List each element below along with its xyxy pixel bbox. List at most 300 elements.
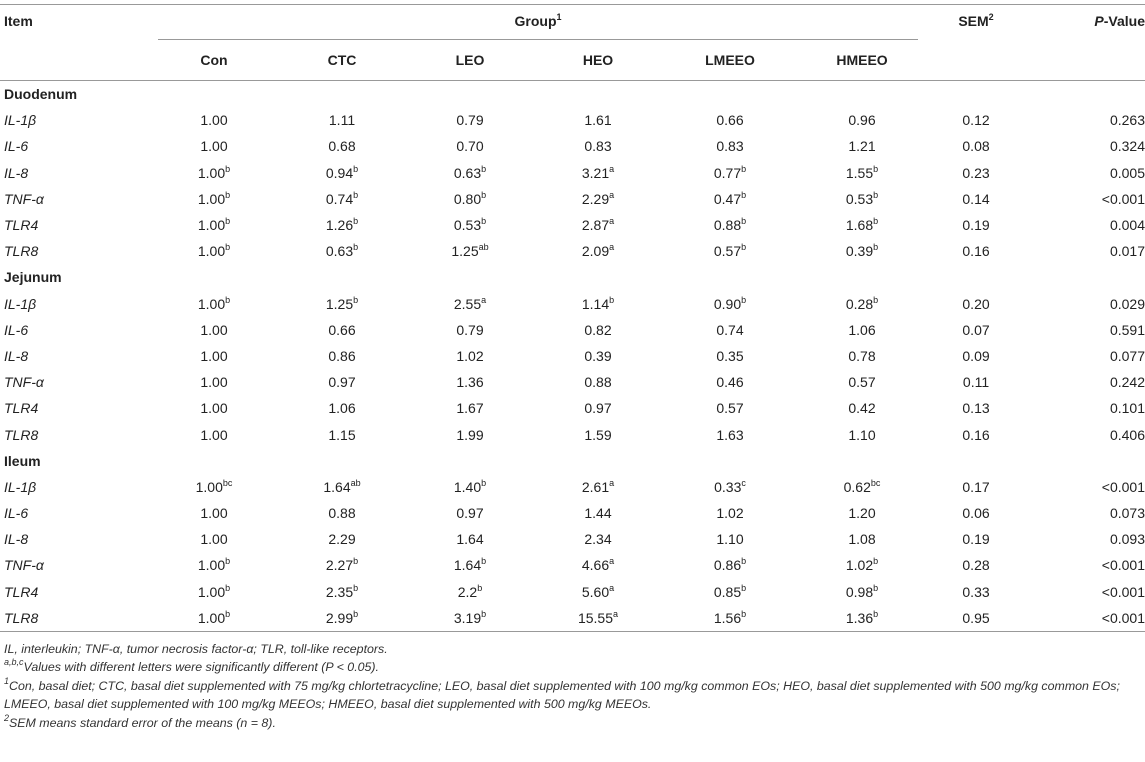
cell-sem: 0.20 [962, 295, 990, 312]
cell-ctc [278, 133, 406, 159]
cell-heo [534, 186, 662, 212]
cell-sem: 0.12 [962, 112, 990, 129]
cell-value: 0.70 [456, 138, 484, 155]
sem-column-header [926, 5, 1026, 81]
significance-letter: b [225, 294, 231, 305]
cell-hmeeo [798, 238, 926, 264]
cell-value: 0.83 [584, 138, 612, 155]
significance-letter: b [873, 556, 879, 567]
significance-letter: b [741, 216, 747, 227]
cell-heo [534, 369, 662, 395]
significance-letter: bc [222, 477, 233, 488]
table-row [0, 133, 1145, 159]
cell-heo [534, 133, 662, 159]
cell-leo [406, 133, 534, 159]
significance-letter: b [741, 163, 747, 174]
cell-value: 1.99 [456, 426, 484, 443]
cell-hmeeo [798, 526, 926, 552]
cell-lmeeo [662, 160, 798, 186]
cell-con [150, 186, 278, 212]
cell-lmeeo [662, 605, 798, 632]
cell-leo [406, 395, 534, 421]
cell-value: 0.68 [328, 138, 356, 155]
cell-con [150, 605, 278, 632]
cell-heo [534, 605, 662, 632]
group-column-hmeeo: HMEEO [836, 52, 888, 68]
p-header-italic: P [1094, 13, 1104, 29]
significance-letter: b [873, 189, 879, 200]
row-label: TLR4 [4, 400, 39, 417]
cell-leo [406, 369, 534, 395]
significance-letter: b [741, 294, 747, 305]
cell-lmeeo [662, 395, 798, 421]
cell-hmeeo [798, 343, 926, 369]
cell-value: 0.53 [845, 190, 874, 207]
sem-header-footnote: 2 [988, 12, 994, 22]
cell-p-value: 0.263 [1109, 112, 1145, 129]
cell-con [150, 133, 278, 159]
cell-lmeeo [662, 107, 798, 133]
cell-value: 0.80 [453, 190, 482, 207]
section-row-jejunum [0, 264, 1145, 290]
cell-value: 0.39 [845, 243, 874, 260]
cell-lmeeo [662, 500, 798, 526]
cell-value: 0.28 [845, 295, 874, 312]
cell-value: 0.88 [328, 505, 356, 522]
table-row [0, 500, 1145, 526]
footnote-sem-text: SEM means standard error of the means (n = 8). [9, 715, 276, 730]
cell-p-value: 0.101 [1109, 400, 1145, 417]
cell-value: 0.97 [584, 400, 612, 417]
footnote-groups-marker: 1 [4, 675, 10, 686]
cell-value: 1.64 [456, 531, 484, 548]
cell-value: 0.86 [713, 557, 742, 574]
cell-p-value: 0.073 [1109, 505, 1145, 522]
significance-letter: b [873, 608, 879, 619]
significance-letter: a [609, 163, 615, 174]
cell-value: 1.00 [200, 112, 228, 129]
cell-value: 15.55 [577, 609, 614, 626]
significance-letter: a [609, 242, 615, 253]
row-label: TLR8 [4, 609, 39, 626]
cell-sem: 0.16 [962, 243, 990, 260]
cell-p-value: 0.017 [1109, 243, 1145, 260]
row-label: IL-8 [4, 164, 29, 181]
cell-value: 0.83 [716, 138, 744, 155]
table-row [0, 605, 1145, 632]
item-column-header [0, 5, 150, 81]
cell-value: 1.26 [325, 217, 354, 234]
row-label: IL-6 [4, 505, 29, 522]
cell-value: 1.56 [713, 609, 742, 626]
cell-heo [534, 160, 662, 186]
significance-letter: b [353, 582, 359, 593]
cell-con [150, 395, 278, 421]
cell-value: 1.14 [581, 295, 610, 312]
cell-leo [406, 291, 534, 317]
cell-value: 1.15 [328, 426, 356, 443]
cell-value: 1.00 [200, 347, 228, 364]
cell-value: 1.00 [200, 531, 228, 548]
cell-value: 2.27 [325, 557, 354, 574]
cell-value: 0.57 [713, 243, 742, 260]
significance-letter: b [873, 294, 879, 305]
cell-sem: 0.14 [962, 190, 990, 207]
cell-value: 1.00 [197, 583, 226, 600]
cell-hmeeo [798, 133, 926, 159]
cell-leo [406, 526, 534, 552]
cell-lmeeo [662, 291, 798, 317]
cell-value: 2.29 [328, 531, 356, 548]
cell-value: 1.20 [848, 505, 876, 522]
cell-con [150, 343, 278, 369]
significance-letter: ab [350, 477, 361, 488]
cell-ctc [278, 186, 406, 212]
cell-heo [534, 343, 662, 369]
significance-letter: b [741, 556, 747, 567]
cell-sem: 0.23 [962, 164, 990, 181]
cell-value: 1.00 [197, 164, 226, 181]
row-label: TLR8 [4, 243, 39, 260]
significance-letter: b [741, 242, 747, 253]
cell-value: 0.97 [328, 374, 356, 391]
cell-value: 0.57 [716, 400, 744, 417]
cell-sem: 0.17 [962, 478, 990, 495]
cell-con [150, 317, 278, 343]
sem-header-label: SEM [958, 13, 989, 29]
cell-value: 1.00 [200, 426, 228, 443]
cell-leo [406, 605, 534, 632]
significance-letter: b [225, 556, 231, 567]
cell-value: 2.87 [581, 217, 610, 234]
cell-heo [534, 552, 662, 578]
footnote-abbreviations: IL, interleukin; TNF-α, tumor necrosis factor-α; TLR, toll-like receptors. [4, 641, 388, 656]
cell-p-value: <0.001 [1101, 557, 1145, 574]
cell-sem: 0.08 [962, 138, 990, 155]
cell-lmeeo [662, 343, 798, 369]
cell-value: 1.00 [197, 243, 226, 260]
table-row [0, 579, 1145, 605]
section-title: Jejunum [4, 269, 62, 286]
significance-letter: b [353, 189, 359, 200]
significance-letter: b [481, 477, 487, 488]
cell-con [150, 107, 278, 133]
section-title: Ileum [4, 452, 41, 469]
cell-lmeeo [662, 474, 798, 500]
cell-sem: 0.07 [962, 321, 990, 338]
footnote-letters-text: Values with different letters were significantly different (P < 0.05). [23, 660, 379, 675]
cell-value: 0.88 [713, 217, 742, 234]
cell-heo [534, 291, 662, 317]
cell-value: 0.63 [325, 243, 354, 260]
cell-leo [406, 474, 534, 500]
cell-value: 2.35 [325, 583, 354, 600]
cell-con [150, 369, 278, 395]
cell-value: 2.34 [584, 531, 612, 548]
cell-ctc [278, 421, 406, 447]
cell-lmeeo [662, 238, 798, 264]
cell-heo [534, 317, 662, 343]
cell-ctc [278, 526, 406, 552]
cell-value: 1.10 [716, 531, 744, 548]
cell-value: 0.42 [848, 400, 876, 417]
table-row [0, 526, 1145, 552]
significance-letter: b [225, 242, 231, 253]
cell-value: 0.47 [713, 190, 742, 207]
cell-con [150, 212, 278, 238]
significance-letter: b [481, 556, 487, 567]
significance-letter: b [481, 216, 487, 227]
cell-p-value: <0.001 [1101, 478, 1145, 495]
cell-ctc [278, 160, 406, 186]
significance-letter: b [741, 582, 747, 593]
group-column-heo: HEO [582, 52, 614, 68]
cell-sem: 0.16 [962, 426, 990, 443]
cell-con [150, 238, 278, 264]
cell-p-value: <0.001 [1101, 583, 1145, 600]
cell-sem: 0.19 [962, 531, 990, 548]
cell-p-value: 0.093 [1109, 531, 1145, 548]
cell-con [150, 291, 278, 317]
cell-value: 2.29 [581, 190, 610, 207]
cell-hmeeo [798, 579, 926, 605]
cell-value: 1.59 [584, 426, 612, 443]
cell-value: 1.00 [200, 138, 228, 155]
cell-value: 1.00 [200, 374, 228, 391]
footnote-letters [4, 658, 1141, 677]
cell-ctc [278, 238, 406, 264]
row-label: IL-6 [4, 321, 29, 338]
section-title: Duodenum [4, 86, 78, 103]
footnote-groups-text: Con, basal diet; CTC, basal diet supplemented with 75 mg/kg chlortetracycline; LEO, basal diet supplemented with 100 mg/kg common EOs; HEO, basal diet supplemented with 500 mg/kg common EOs; LMEEO, basal diet supplemented with 100 mg/kg MEEOs; HMEEO, basal diet supplemented with 500 mg/kg MEEOs. [4, 678, 1120, 712]
cell-value: 0.78 [848, 347, 876, 364]
p-value-column-header [1026, 5, 1145, 81]
significance-letter: b [477, 582, 483, 593]
cell-heo [534, 474, 662, 500]
cell-value: 0.66 [328, 321, 356, 338]
cell-value: 1.00 [197, 295, 226, 312]
cell-value: 1.06 [328, 400, 356, 417]
cell-value: 0.63 [453, 164, 482, 181]
significance-letter: a [609, 556, 615, 567]
row-label: TNF-α [4, 374, 44, 391]
row-label: IL-6 [4, 138, 29, 155]
cell-sem: 0.95 [962, 609, 990, 626]
cell-value: 2.99 [325, 609, 354, 626]
group-header-footnote: 1 [556, 12, 562, 22]
cell-value: 1.06 [848, 321, 876, 338]
row-label: TNF-α [4, 557, 44, 574]
cell-heo [534, 212, 662, 238]
significance-letter: b [873, 216, 879, 227]
cell-leo [406, 186, 534, 212]
cell-value: 0.97 [456, 505, 484, 522]
significance-letter: c [741, 477, 746, 488]
cell-value: 1.00 [197, 609, 226, 626]
p-header-rest: -Value [1103, 13, 1145, 29]
cell-hmeeo [798, 395, 926, 421]
cell-value: 0.94 [325, 164, 354, 181]
cell-value: 3.21 [581, 164, 610, 181]
cell-heo [534, 421, 662, 447]
item-header-label: Item [4, 13, 33, 29]
cell-value: 1.00 [197, 557, 226, 574]
table-row [0, 474, 1145, 500]
cell-sem: 0.09 [962, 347, 990, 364]
cell-sem: 0.19 [962, 217, 990, 234]
significance-letter: b [353, 216, 359, 227]
table-row [0, 238, 1145, 264]
cell-con [150, 579, 278, 605]
cell-value: 1.08 [848, 531, 876, 548]
group-column-ctc: CTC [327, 52, 357, 68]
cell-p-value: 0.591 [1109, 321, 1145, 338]
cell-sem: 0.06 [962, 505, 990, 522]
group-column-leo: LEO [455, 52, 485, 68]
row-label: IL-1β [4, 112, 37, 129]
table-row [0, 186, 1145, 212]
table-row [0, 552, 1145, 578]
cell-value: 0.79 [456, 321, 484, 338]
footnote-sem-marker: 2 [4, 712, 10, 723]
cell-hmeeo [798, 160, 926, 186]
table-row [0, 160, 1145, 186]
cell-value: 1.44 [584, 505, 612, 522]
cell-value: 5.60 [581, 583, 610, 600]
cell-leo [406, 579, 534, 605]
cell-value: 1.02 [845, 557, 874, 574]
cell-value: 0.88 [584, 374, 612, 391]
significance-letter: b [353, 556, 359, 567]
cell-value: 1.02 [456, 347, 484, 364]
significance-letter: a [609, 189, 615, 200]
table-header [0, 5, 1145, 81]
table-footnotes [0, 632, 1145, 733]
group-column-header [150, 5, 926, 41]
cell-heo [534, 107, 662, 133]
significance-letter: ab [478, 242, 489, 253]
cell-value: 1.25 [451, 243, 479, 260]
significance-letter: b [353, 608, 359, 619]
cell-hmeeo [798, 500, 926, 526]
cell-p-value: 0.242 [1109, 374, 1145, 391]
cell-value: 0.90 [713, 295, 742, 312]
significance-letter: b [873, 582, 879, 593]
significance-letter: b [741, 608, 747, 619]
cell-hmeeo [798, 291, 926, 317]
cell-con [150, 421, 278, 447]
table-row [0, 343, 1145, 369]
table-row [0, 395, 1145, 421]
cell-con [150, 474, 278, 500]
row-label: IL-8 [4, 347, 29, 364]
cell-leo [406, 107, 534, 133]
cell-p-value: <0.001 [1101, 190, 1145, 207]
footnote-sem [4, 714, 1141, 733]
cell-hmeeo [798, 421, 926, 447]
significance-letter: b [481, 163, 487, 174]
cell-value: 1.02 [716, 505, 744, 522]
cell-hmeeo [798, 186, 926, 212]
cell-ctc [278, 605, 406, 632]
cell-ctc [278, 552, 406, 578]
cell-ctc [278, 291, 406, 317]
cell-value: 0.85 [713, 583, 742, 600]
significance-letter: b [225, 582, 231, 593]
table-row [0, 421, 1145, 447]
cell-p-value: <0.001 [1101, 609, 1145, 626]
significance-letter: b [353, 294, 359, 305]
significance-letter: bc [870, 477, 881, 488]
cell-hmeeo [798, 552, 926, 578]
significance-letter: b [225, 163, 231, 174]
cell-sem: 0.28 [962, 557, 990, 574]
cell-value: 1.00 [200, 321, 228, 338]
cell-value: 1.36 [845, 609, 874, 626]
cell-ctc [278, 107, 406, 133]
cell-ctc [278, 474, 406, 500]
cell-value: 0.66 [716, 112, 744, 129]
cell-leo [406, 421, 534, 447]
cell-sem: 0.33 [962, 583, 990, 600]
results-table [0, 4, 1145, 632]
cell-ctc [278, 579, 406, 605]
cell-lmeeo [662, 133, 798, 159]
table-row [0, 107, 1145, 133]
cell-value: 1.67 [456, 400, 484, 417]
cell-hmeeo [798, 317, 926, 343]
cell-value: 2.61 [581, 478, 610, 495]
cell-value: 0.35 [716, 347, 744, 364]
group-header-label: Group [514, 13, 557, 29]
cell-lmeeo [662, 552, 798, 578]
cell-hmeeo [798, 605, 926, 632]
cell-value: 0.96 [848, 112, 876, 129]
footnote-groups [4, 677, 1141, 714]
cell-heo [534, 395, 662, 421]
cell-value: 1.63 [716, 426, 744, 443]
group-column-con: Con [200, 52, 228, 68]
significance-letter: b [353, 242, 359, 253]
cell-value: 1.40 [453, 478, 482, 495]
cell-value: 0.79 [456, 112, 484, 129]
cell-p-value: 0.029 [1109, 295, 1145, 312]
cell-p-value: 0.005 [1109, 164, 1145, 181]
section-row-duodenum [0, 81, 1145, 108]
row-label: IL-1β [4, 478, 37, 495]
cell-ctc [278, 500, 406, 526]
cell-p-value: 0.324 [1109, 138, 1145, 155]
row-label: TLR4 [4, 217, 39, 234]
significance-letter: a [613, 608, 619, 619]
cell-value: 1.10 [848, 426, 876, 443]
cell-ctc [278, 395, 406, 421]
cell-lmeeo [662, 421, 798, 447]
row-label: TNF-α [4, 190, 44, 207]
cell-value: 1.55 [845, 164, 874, 181]
cell-value: 3.19 [453, 609, 482, 626]
significance-letter: b [225, 216, 231, 227]
significance-letter: b [225, 189, 231, 200]
cell-lmeeo [662, 579, 798, 605]
cell-value: 0.53 [453, 217, 482, 234]
cell-value: 2.55 [453, 295, 482, 312]
cell-hmeeo [798, 369, 926, 395]
cell-leo [406, 317, 534, 343]
row-label: TLR8 [4, 426, 39, 443]
significance-letter: b [873, 242, 879, 253]
cell-value: 0.62 [843, 478, 871, 495]
